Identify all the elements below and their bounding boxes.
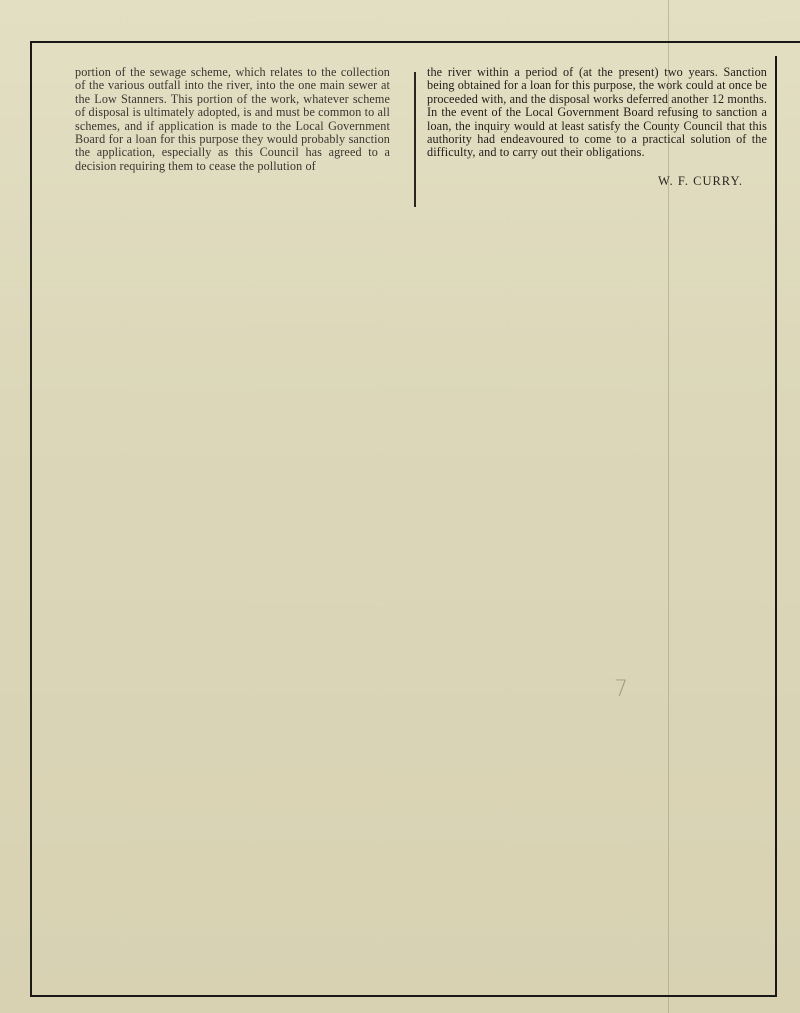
left-text-column [75,66,390,173]
page-number: 7 [614,677,628,702]
bottom-border-rule [30,995,775,997]
author-signature: W. F. CURRY. [658,174,743,188]
column-divider [414,72,416,207]
right-text-column [427,66,767,160]
top-border-rule [30,41,800,43]
right-column-paragraph: the river within a period of (at the present) two years. Sanction being obtained for a loan for this purpose, the work could at once be proceeded with, and the disposal works deferred another 12 months. In the event of the Local Government Board refusing to sanction a loan, the inquiry would at least satisfy the County Council that this authority had endeavoured to come to a practical solution of the difficulty, and to carry out their obligations. [427,65,767,160]
left-column-paragraph: portion of the sewage scheme, which relates to the collection of the various outfall into the river, into the one main sewer at the Low Stanners. This portion of the work, whatever scheme of disposal is ultimately adopted, is and must be common to all schemes, and if application is made to the Local Government Board for a loan for this purpose they would probably sanction the application, especially as this Council has agreed to a decision requiring them to cease the pollution of [75,65,390,173]
right-border-rule [775,56,777,997]
left-border-rule [30,41,32,997]
